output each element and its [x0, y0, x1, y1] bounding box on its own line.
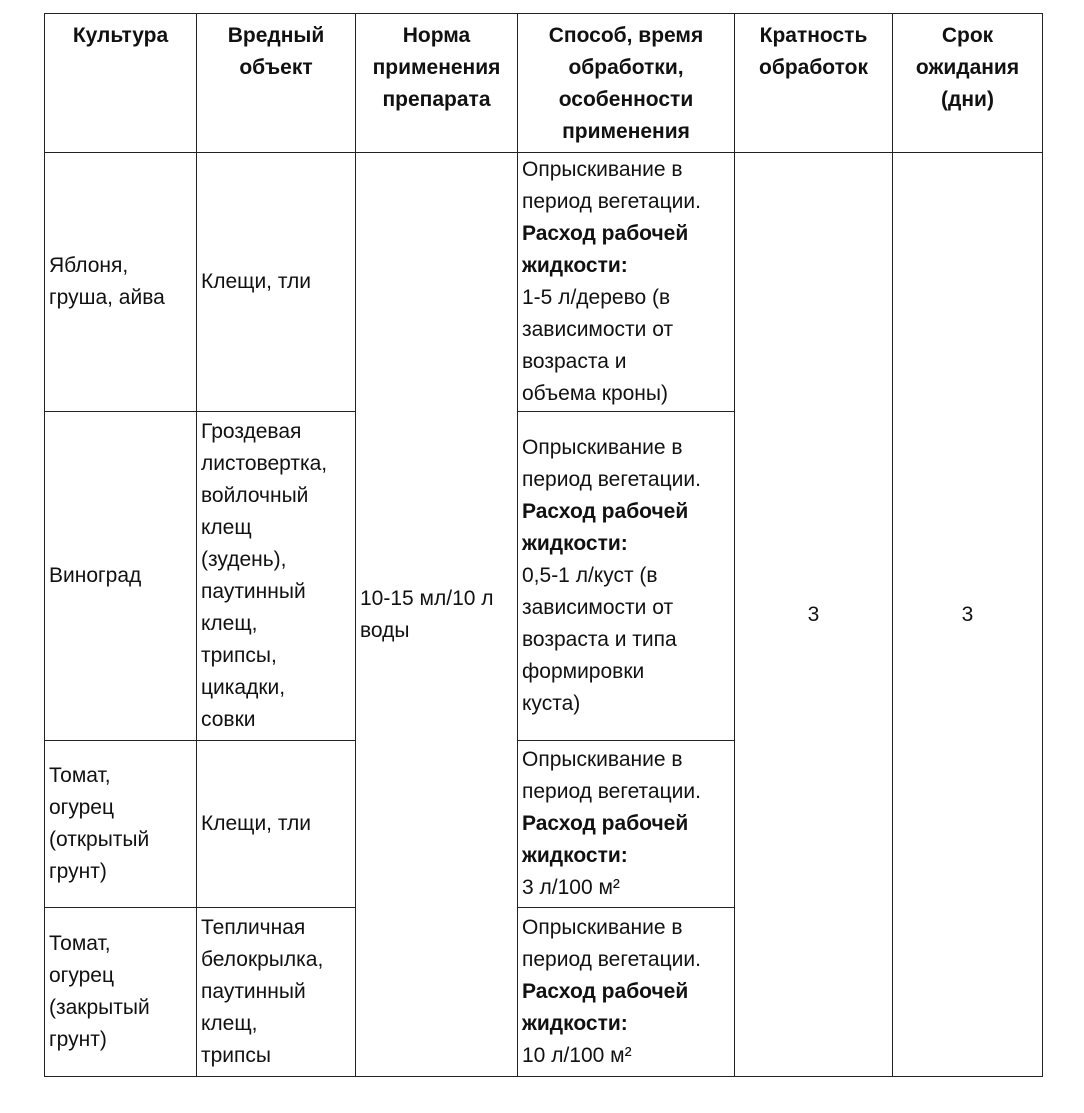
method-bold-line: Расход рабочей — [522, 980, 689, 1003]
method-bold-line: Расход рабочей — [522, 222, 689, 245]
crop-cell — [45, 741, 197, 908]
method-line: возраста и типа — [522, 628, 677, 651]
pest-line: трипсы — [201, 1044, 271, 1067]
method-bold-line: Расход рабочей — [522, 812, 689, 835]
crop-line: Томат, — [49, 932, 111, 955]
rate-line: воды — [360, 618, 410, 642]
pest-line: цикадки, — [201, 676, 286, 699]
pest-line: трипсы, — [201, 644, 277, 667]
pest-line: клещ — [201, 516, 252, 539]
crop-line: Виноград — [49, 564, 142, 587]
header-row — [45, 14, 1043, 153]
method-line: 1-5 л/дерево (в — [522, 286, 671, 309]
rate-line: 10-15 мл/10 л — [360, 586, 494, 610]
crop-line: Яблоня, — [49, 254, 129, 277]
header-pest — [197, 14, 356, 153]
rate-cell — [356, 153, 518, 1077]
method-line: зависимости от — [522, 318, 674, 341]
pest-line: белокрылка, — [201, 948, 324, 971]
method-line: куста) — [522, 692, 581, 715]
header-method — [518, 14, 735, 153]
crop-line: грунт) — [49, 1028, 107, 1051]
method-cell — [518, 153, 735, 412]
pest-line: Клещи, тли — [201, 812, 311, 835]
method-cell — [518, 412, 735, 741]
header-wait-line: (дни) — [941, 88, 994, 111]
pest-cell — [197, 908, 356, 1077]
pest-line: совки — [201, 708, 256, 731]
table-row — [45, 153, 1043, 412]
header-method-line: Способ, время — [548, 24, 704, 47]
table-header — [45, 14, 1043, 153]
header-rate-line: препарата — [382, 88, 491, 111]
pest-line: клещ, — [201, 612, 258, 635]
header-count-line: обработок — [759, 56, 868, 79]
crop-cell — [45, 153, 197, 412]
pest-line: Клещи, тли — [201, 270, 311, 293]
header-wait-line: Срок — [941, 24, 994, 47]
header-wait — [893, 14, 1043, 153]
header-method-line: применения — [562, 120, 690, 143]
crop-line: (закрытый — [49, 996, 150, 1019]
method-line: период вегетации. — [522, 948, 701, 971]
method-line: Опрыскивание в — [522, 436, 683, 459]
method-line: 10 л/100 м² — [522, 1044, 632, 1067]
pest-line: Гроздевая — [201, 420, 302, 443]
pest-line: листовертка, — [201, 452, 328, 475]
method-line: период вегетации. — [522, 190, 701, 213]
header-crop — [45, 14, 197, 153]
method-bold-line: жидкости: — [522, 1012, 628, 1035]
header-count — [735, 14, 893, 153]
header-rate-line: Норма — [402, 24, 471, 47]
crop-line: грунт) — [49, 860, 107, 883]
crop-line: огурец — [49, 964, 114, 987]
method-bold-line: жидкости: — [522, 844, 628, 867]
method-line: объема кроны) — [522, 382, 668, 405]
method-line: возраста и — [522, 350, 627, 373]
method-line: 3 л/100 м² — [522, 876, 620, 899]
pest-line: клещ, — [201, 1012, 258, 1035]
pest-line: (зудень), — [201, 548, 287, 571]
pest-line: паутинный — [201, 580, 306, 603]
method-line: зависимости от — [522, 596, 674, 619]
count-cell: 3 — [735, 153, 893, 1077]
pest-line: паутинный — [201, 980, 306, 1003]
pesticide-table — [44, 13, 1043, 1077]
method-bold-line: жидкости: — [522, 532, 628, 555]
method-bold-line: Расход рабочей — [522, 500, 689, 523]
pest-cell — [197, 412, 356, 741]
method-cell — [518, 908, 735, 1077]
header-rate-line: применения — [372, 56, 501, 79]
header-method-line: обработки, — [568, 56, 684, 79]
pest-cell — [197, 741, 356, 908]
crop-line: груша, айва — [49, 286, 165, 309]
header-method-line: особенности — [558, 88, 694, 111]
pest-line: войлочный — [201, 484, 309, 507]
crop-cell — [45, 412, 197, 741]
method-line: Опрыскивание в — [522, 158, 683, 181]
method-line: Опрыскивание в — [522, 748, 683, 771]
table-body — [45, 153, 1043, 1077]
header-pest-line: объект — [239, 56, 313, 79]
method-line: Опрыскивание в — [522, 916, 683, 939]
method-line: период вегетации. — [522, 468, 701, 491]
pest-cell — [197, 153, 356, 412]
method-line: период вегетации. — [522, 780, 701, 803]
pest-line: Тепличная — [201, 916, 306, 939]
crop-line: (открытый — [49, 828, 150, 851]
method-bold-line: жидкости: — [522, 254, 628, 277]
header-wait-line: ожидания — [915, 56, 1020, 79]
crop-line: Томат, — [49, 764, 111, 787]
header-rate — [356, 14, 518, 153]
method-cell — [518, 741, 735, 908]
header-crop-line: Культура — [72, 24, 169, 47]
crop-cell — [45, 908, 197, 1077]
wait-cell: 3 — [893, 153, 1043, 1077]
header-pest-line: Вредный — [227, 24, 325, 47]
method-line: формировки — [522, 660, 645, 683]
method-line: 0,5-1 л/куст (в — [522, 564, 658, 587]
crop-line: огурец — [49, 796, 114, 819]
header-count-line: Кратность — [759, 24, 868, 47]
